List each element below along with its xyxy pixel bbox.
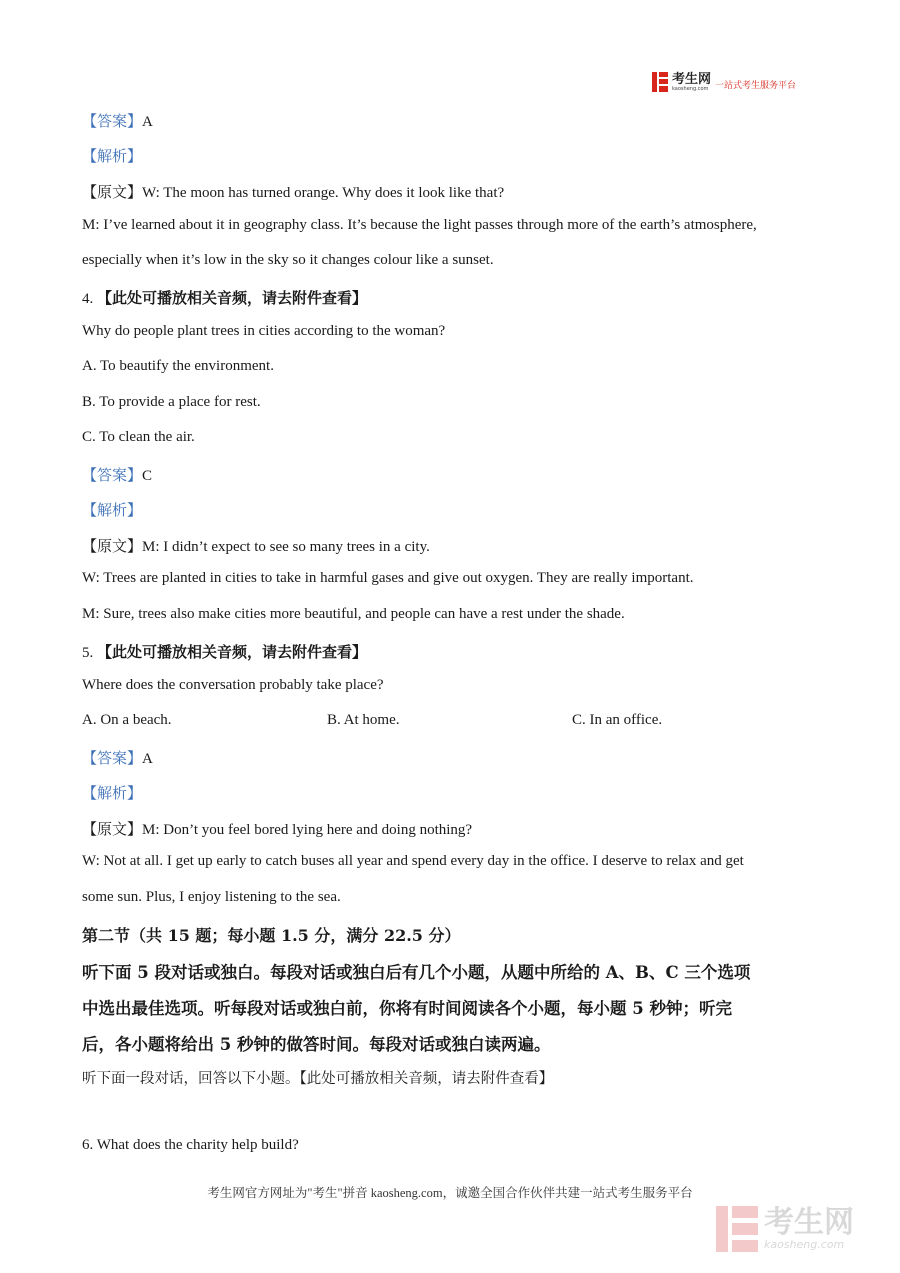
answer-line [82, 747, 153, 768]
kaosheng-logo-icon [652, 72, 668, 92]
logo-slogan: 一站式考生服务平台 [715, 80, 797, 91]
question-4-text: Why do people plant trees in cities according to the woman? [82, 323, 446, 339]
original-text: M: Don’t you feel bored lying here and doing nothing? [142, 822, 473, 838]
section-2-title: 第二节（共 15 题；每小题 1.5 分，满分 22.5 分） [82, 926, 461, 945]
logo-url: kaosheng.com [672, 85, 709, 92]
transcript-line: W: Trees are planted in cities to take in harmful gases and give out oxygen. They are really important. [82, 570, 694, 586]
analysis-tag: 【解析】 [82, 149, 143, 165]
header-logo [652, 72, 796, 92]
original-text: W: The moon has turned orange. Why does it look like that? [142, 185, 505, 201]
transcript-line: especially when it’s low in the sky so it changes colour like a sunset. [82, 252, 494, 268]
analysis-tag: 【解析】 [82, 503, 143, 519]
analysis-tag: 【解析】 [82, 786, 143, 802]
question-4-header [82, 287, 367, 308]
audio-link[interactable]: 【此处可播放相关音频，请去附件查看】 [97, 291, 368, 307]
original-line [82, 181, 504, 202]
watermark [716, 1206, 854, 1252]
question-number: 4. [82, 291, 94, 307]
option-c: C. To clean the air. [82, 429, 195, 445]
original-line [82, 818, 472, 839]
audio-link[interactable]: 【此处可播放相关音频，请去附件查看】 [97, 645, 368, 661]
option-a: A. On a beach. [82, 712, 172, 728]
answer-value: A [142, 114, 153, 130]
transcript-line: some sun. Plus, I enjoy listening to the sea. [82, 889, 341, 905]
analysis-line [82, 499, 142, 520]
answer-tag: 【答案】 [82, 751, 143, 767]
watermark-logo-icon [716, 1206, 758, 1252]
transcript-line: M: I’ve learned about it in geography class. It’s because the light passes through more of the earth’s atmosphere, [82, 217, 757, 233]
analysis-line [82, 782, 142, 803]
question-number: 5. [82, 645, 94, 661]
option-a: A. To beautify the environment. [82, 358, 274, 374]
question-5-text: Where does the conversation probably take place? [82, 677, 384, 693]
answer-tag: 【答案】 [82, 468, 143, 484]
answer-line [82, 464, 152, 485]
option-c: C. In an office. [572, 712, 663, 728]
watermark-url: kaosheng.com [764, 1237, 845, 1251]
answer-value: A [142, 751, 153, 767]
answer-value: C [142, 468, 153, 484]
question-5-header [82, 641, 367, 662]
watermark-name: 考生网 [764, 1204, 854, 1240]
option-b: B. To provide a place for rest. [82, 394, 261, 410]
transcript-line: M: Sure, trees also make cities more beautiful, and people can have a rest under the shade. [82, 606, 625, 622]
original-tag: 【原文】 [82, 822, 143, 838]
option-b: B. At home. [327, 712, 400, 728]
original-tag: 【原文】 [82, 185, 143, 201]
original-text: M: I didn’t expect to see so many trees in a city. [142, 539, 430, 555]
transcript-line: W: Not at all. I get up early to catch buses all year and spend every day in the office. I deserve to relax and get [82, 853, 744, 869]
original-tag: 【原文】 [82, 539, 143, 555]
analysis-line [82, 145, 142, 166]
answer-line [82, 110, 153, 131]
answer-tag: 【答案】 [82, 114, 143, 130]
footer-text: 考生网官方网址为"考生"拼音 kaosheng.com，诚邀全国合作伙伴共建一站式考生服务平台 [207, 1186, 693, 1200]
original-line [82, 535, 430, 556]
section-2-paragraph: 中选出最佳选项。听每段对话或独白前，你将有时间阅读各个小题，每小题 5 秒钟；听完 [82, 999, 732, 1018]
question-6-text: 6. What does the charity help build? [82, 1137, 299, 1153]
section-2-paragraph: 听下面 5 段对话或独白。每段对话或独白后有几个小题，从题中所给的 A、B、C 三个选项 [82, 963, 751, 982]
logo-name: 考生网 [672, 71, 712, 87]
section-2-paragraph: 后，各小题将给出 5 秒钟的做答时间。每段对话或独白读两遍。 [82, 1035, 551, 1054]
section-2-instruction: 听下面一段对话，回答以下小题。【此处可播放相关音频，请去附件查看】 [82, 1071, 554, 1087]
